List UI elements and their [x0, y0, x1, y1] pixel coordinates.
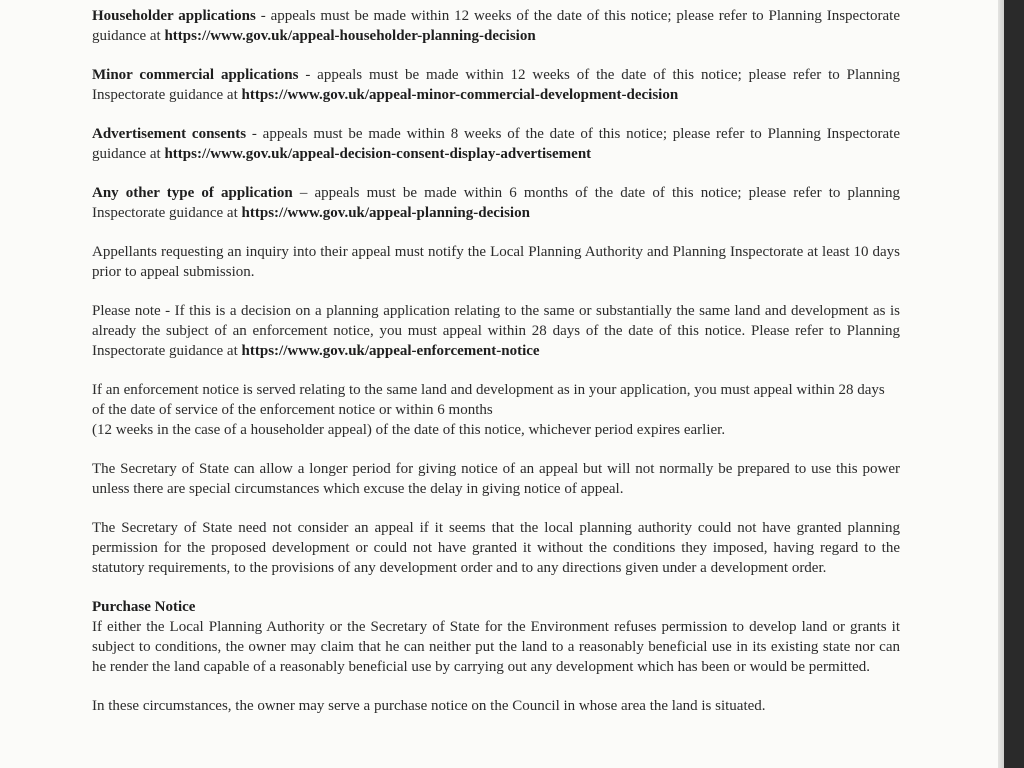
enforcement-served-line-1: If an enforcement notice is served relating to the same land and development as in your application, you must appeal within 28 days of the date of service of the enforcement notice or within 6 months — [92, 382, 885, 418]
advertisement-heading: Advertisement consents — [92, 126, 247, 142]
minor-commercial-url[interactable]: https://www.gov.uk/appeal-minor-commercial-development-decision — [241, 87, 679, 103]
householder-heading: Householder applications — [92, 8, 256, 24]
enforcement-served-paragraph — [92, 380, 900, 440]
circumstances-paragraph: In these circumstances, the owner may serve a purchase notice on the Council in whose area the land is situated. — [92, 698, 766, 714]
longer-period-paragraph: The Secretary of State can allow a longer period for giving notice of an appeal but will not normally be prepared to use this power unless there are special circumstances which excuse the delay in giving notice of appeal. — [92, 461, 900, 497]
minor-commercial-heading: Minor commercial applications — [92, 67, 299, 83]
minor-commercial-text: - appeals must be made within 12 weeks of the date of this notice; please refer to Planning Inspectorate guidance at — [92, 67, 900, 103]
advertisement-url[interactable]: https://www.gov.uk/appeal-decision-consent-display-advertisement — [164, 146, 592, 162]
document-body — [92, 6, 900, 716]
enforcement-note-url[interactable]: https://www.gov.uk/appeal-enforcement-notice — [241, 343, 540, 359]
other-application-paragraph — [92, 183, 900, 223]
minor-commercial-paragraph — [92, 65, 900, 105]
enforcement-note-text: Please note - If this is a decision on a planning application relating to the same or substantially the same land and development as is already the subject of an enforcement notice, you must appeal within 28 days of the date of this notice. Please refer to Planning Inspectorate guidance at — [92, 303, 900, 359]
householder-paragraph — [92, 6, 900, 46]
inquiry-paragraph: Appellants requesting an inquiry into their appeal must notify the Local Planning Authority and Planning Inspectorate at least 10 days prior to appeal submission. — [92, 244, 900, 280]
other-application-url[interactable]: https://www.gov.uk/appeal-planning-decision — [241, 205, 530, 221]
purchase-notice-paragraph: If either the Local Planning Authority or the Secretary of State for the Environment refuses permission to develop land or grants it subject to conditions, the owner may claim that he can neither put the land to a reasonably beneficial use in its existing state nor can he render the land capable of a reasonably beneficial use by carrying out any development which has been or would be permitted. — [92, 619, 900, 675]
advertisement-paragraph — [92, 124, 900, 164]
enforcement-note-paragraph — [92, 301, 900, 361]
other-application-text: – appeals must be made within 6 months of the date of this notice; please refer to planning Inspectorate guidance at — [92, 185, 900, 221]
householder-url[interactable]: https://www.gov.uk/appeal-householder-planning-decision — [164, 28, 536, 44]
householder-text: - appeals must be made within 12 weeks of the date of this notice; please refer to Planning Inspectorate guidance at — [92, 8, 900, 44]
other-application-heading: Any other type of application — [92, 185, 293, 201]
advertisement-text: - appeals must be made within 8 weeks of the date of this notice; please refer to Planning Inspectorate guidance at — [92, 126, 900, 162]
purchase-notice-heading: Purchase Notice — [92, 599, 196, 615]
scanner-edge-bar — [1004, 0, 1024, 768]
enforcement-served-line-2: (12 weeks in the case of a householder appeal) of the date of this notice, whichever period expires earlier. — [92, 422, 726, 438]
need-not-consider-paragraph: The Secretary of State need not consider an appeal if it seems that the local planning authority could not have granted planning permission for the proposed development or could not have granted it without the conditions they imposed, having regard to the statutory requirements, to the provisions of any development order and to any directions given under a development order. — [92, 520, 900, 576]
